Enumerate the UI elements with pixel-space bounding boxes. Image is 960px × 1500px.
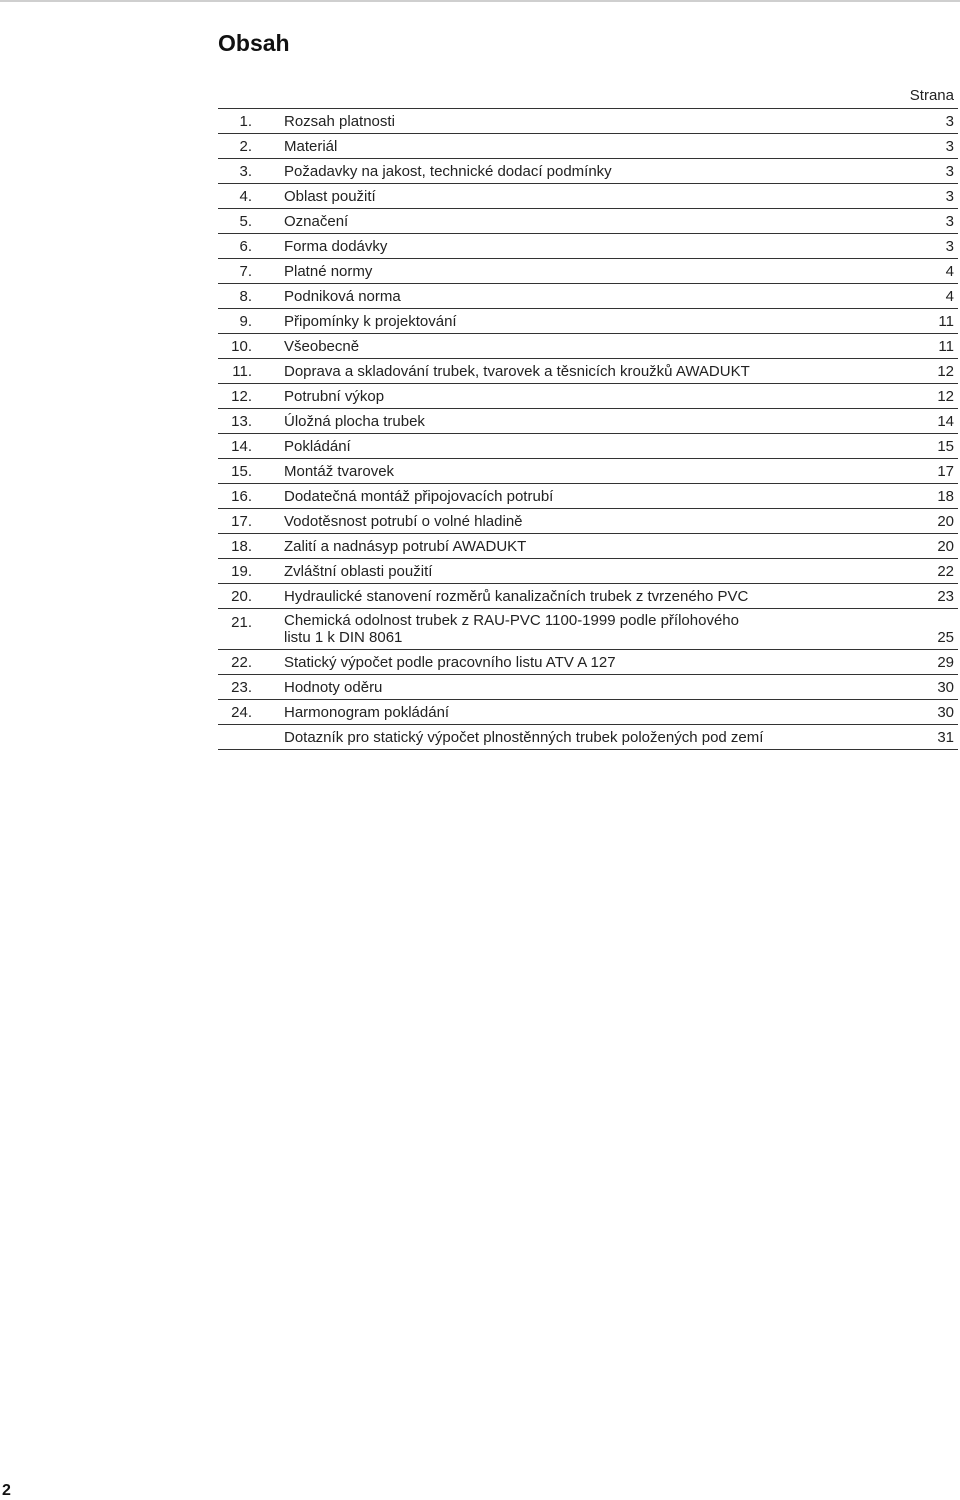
toc-page: 11	[938, 338, 954, 355]
toc-entry: Rozsah platnosti	[284, 113, 395, 130]
toc-page: 31	[937, 729, 954, 746]
toc-page: 17	[937, 463, 954, 480]
toc-row[interactable]	[218, 334, 958, 359]
toc-page: 3	[945, 138, 954, 155]
toc-number: 21.	[231, 614, 252, 631]
toc-page: 4	[945, 263, 954, 280]
toc-number: 7.	[239, 263, 252, 280]
toc-number: 16.	[231, 488, 252, 505]
toc-row[interactable]	[218, 459, 958, 484]
toc-entry: Dotazník pro statický výpočet plnostěnných trubek položených pod zemí	[284, 729, 764, 746]
toc-entry-line: listu 1 k DIN 8061	[284, 629, 403, 646]
toc-page: 15	[937, 438, 954, 455]
toc-entry: Požadavky na jakost, technické dodací podmínky	[284, 163, 612, 180]
toc-entry	[284, 612, 937, 646]
toc-page: 20	[937, 538, 954, 555]
toc-page: 3	[945, 188, 954, 205]
toc-row[interactable]	[218, 725, 958, 750]
toc-page: 3	[945, 113, 954, 130]
toc-page: 29	[937, 654, 954, 671]
toc-number: 9.	[239, 313, 252, 330]
toc-page: 14	[937, 413, 954, 430]
toc-page: 30	[937, 679, 954, 696]
toc-row[interactable]	[218, 284, 958, 309]
toc-row[interactable]	[218, 650, 958, 675]
toc-entry: Zvláštní oblasti použití	[284, 563, 433, 580]
toc-number: 23.	[231, 679, 252, 696]
toc-page: 3	[945, 213, 954, 230]
toc-number: 18.	[231, 538, 252, 555]
toc-number: 4.	[239, 188, 252, 205]
toc-page: 3	[945, 238, 954, 255]
toc-row[interactable]	[218, 209, 958, 234]
toc-number: 5.	[239, 213, 252, 230]
toc-entry: Oblast použití	[284, 188, 376, 205]
toc-page: 12	[937, 388, 954, 405]
toc-entry: Připomínky k projektování	[284, 313, 457, 330]
page-title: Obsah	[218, 30, 290, 56]
toc-number: 20.	[231, 588, 252, 605]
toc-entry: Montáž tvarovek	[284, 463, 395, 480]
toc-number: 2.	[239, 138, 252, 155]
toc-row[interactable]	[218, 234, 958, 259]
toc-number: 24.	[231, 704, 252, 721]
toc-page: 3	[945, 163, 954, 180]
toc-row[interactable]	[218, 584, 958, 609]
toc-row[interactable]	[218, 534, 958, 559]
toc-row[interactable]	[218, 484, 958, 509]
toc-row[interactable]	[218, 309, 958, 334]
toc-page: 23	[937, 588, 954, 605]
table-of-contents	[218, 84, 958, 750]
toc-entry: Platné normy	[284, 263, 373, 280]
toc-number: 3.	[239, 163, 252, 180]
toc-page: 30	[937, 704, 954, 721]
toc-entry: Označení	[284, 213, 349, 230]
toc-row[interactable]	[218, 359, 958, 384]
toc-row[interactable]	[218, 700, 958, 725]
toc-entry: Zalití a nadnásyp potrubí AWADUKT	[284, 538, 527, 555]
toc-entry: Statický výpočet podle pracovního listu ATV A 127	[284, 654, 616, 671]
toc-entry: Doprava a skladování trubek, tvarovek a těsnicích kroužků AWADUKT	[284, 363, 750, 380]
toc-entry: Úložná plocha trubek	[284, 413, 425, 430]
toc-number: 8.	[239, 288, 252, 305]
toc-row[interactable]	[218, 109, 958, 134]
page-column-header: Strana	[218, 84, 958, 109]
toc-row[interactable]	[218, 509, 958, 534]
toc-entry: Hodnoty oděru	[284, 679, 383, 696]
toc-row[interactable]	[218, 434, 958, 459]
toc-row[interactable]	[218, 409, 958, 434]
toc-row[interactable]	[218, 184, 958, 209]
top-divider	[0, 0, 960, 2]
toc-entry: Potrubní výkop	[284, 388, 385, 405]
toc-entry: Vodotěsnost potrubí o volné hladině	[284, 513, 523, 530]
toc-page: 4	[945, 288, 954, 305]
toc-entry: Všeobecně	[284, 338, 360, 355]
toc-row[interactable]	[218, 159, 958, 184]
toc-page: 11	[938, 313, 954, 330]
toc-entry: Podniková norma	[284, 288, 401, 305]
toc-row[interactable]	[218, 559, 958, 584]
toc-number: 15.	[231, 463, 252, 480]
toc-entry: Pokládání	[284, 438, 351, 455]
toc-number: 19.	[231, 563, 252, 580]
toc-number: 22.	[231, 654, 252, 671]
toc-row[interactable]	[218, 675, 958, 700]
toc-page: 18	[937, 488, 954, 505]
toc-number: 14.	[231, 438, 252, 455]
toc-row[interactable]	[218, 134, 958, 159]
toc-number: 1.	[239, 113, 252, 130]
toc-page: 20	[937, 513, 954, 530]
toc-entry: Dodatečná montáž připojovacích potrubí	[284, 488, 554, 505]
toc-number: 17.	[231, 513, 252, 530]
toc-number: 11.	[232, 363, 252, 380]
toc-row[interactable]	[218, 259, 958, 284]
toc-entry-line: Chemická odolnost trubek z RAU-PVC 1100-1999 podle přílohového	[284, 612, 739, 629]
toc-row[interactable]	[218, 384, 958, 409]
toc-entry: Hydraulické stanovení rozměrů kanalizačních trubek z tvrzeného PVC	[284, 588, 749, 605]
toc-number: 6.	[239, 238, 252, 255]
toc-number: 12.	[231, 388, 252, 405]
page-number: 2	[2, 1482, 11, 1499]
toc-entry: Forma dodávky	[284, 238, 388, 255]
toc-row[interactable]	[218, 609, 958, 650]
toc-page: 22	[937, 563, 954, 580]
toc-number: 13.	[231, 413, 252, 430]
toc-page: 12	[937, 363, 954, 380]
toc-number: 10.	[231, 338, 252, 355]
toc-entry: Materiál	[284, 138, 338, 155]
toc-page: 25	[937, 629, 954, 646]
toc-entry: Harmonogram pokládání	[284, 704, 450, 721]
